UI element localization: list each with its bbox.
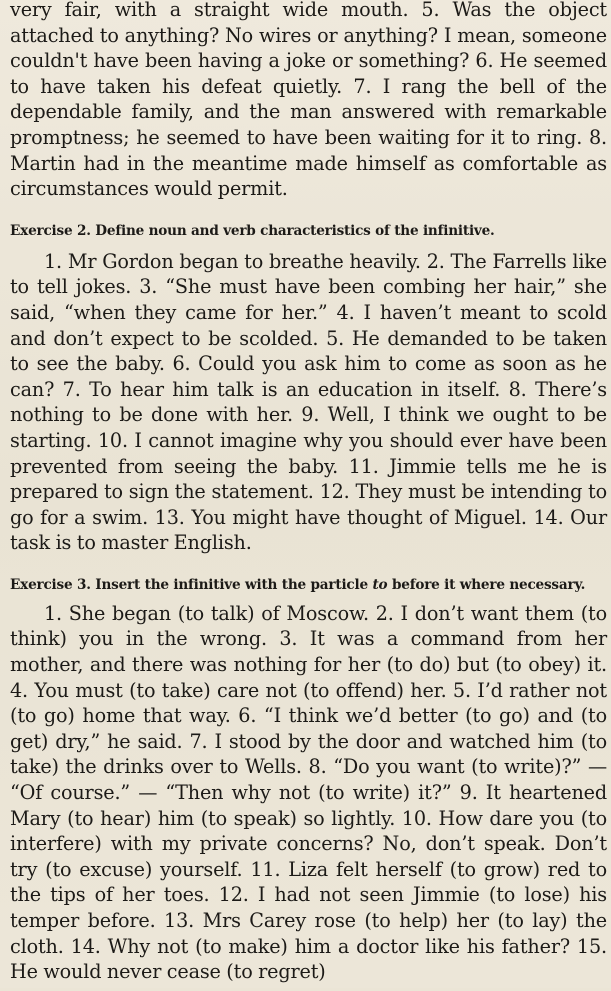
carryover-paragraph: very fair, with a straight wide mouth. 5. Was the object attached to anything? No wires or anything? I mean, someone couldn't have been having a joke or something? 6. He seemed to have taken his defeat quietly. 7. I rang the bell of the dependable family, and the man answered with remarkable promptness; he seemed to have been waiting for it to ring. 8. Martin had in the meantime made himself as comfortable as circumstances would permit. [10, 0, 607, 201]
exercise-2-heading [10, 221, 607, 241]
exercise-2-label: Exercise 2. [10, 222, 91, 239]
exercise-2-instruction: Define noun and verb characteristics of the infinitive. [95, 222, 495, 239]
exercise-3-instruction-particle: to [372, 576, 388, 593]
exercise-3-instruction-after: before it where necessary. [391, 576, 586, 593]
exercise-2-text: 1. Mr Gordon began to breathe heavily. 2. The Farrells like to tell jokes. 3. “She must have been combing her hair,” she said, “when they came for her.” 4. I haven’t meant to scold and don’t expect to be scolded. 5. He demanded to be taken to see the baby. 6. Could you ask him to come as soon as he can? 7. To hear him talk is an education in itself. 8. There’s nothing to be done with her. 9. Well, I think we ought to be starting. 10. I cannot imagine why you should ever have been prevented from seeing the baby. 11. Jimmie tells me he is prepared to sign the statement. 12. They must be intending to go for a swim. 13. You might have thought of Miguel. 14. Our task is to master English. [10, 249, 607, 555]
exercise-3-heading [10, 575, 607, 595]
exercise-3-instruction-before: Insert the infinitive with the particle [95, 576, 368, 593]
exercise-3-text: 1. She began (to talk) of Moscow. 2. I don’t want them (to think) you in the wrong. 3. It was a command from her mother, and there was nothing for her (to do) but (to obey) it. 4. You must (to take) care not (to offend) her. 5. I’d rather not (to go) home that way. 6. “I think we’d better (to go) and (to get) dry,” he said. 7. I stood by the door and watched him (to take) the drinks over to Wells. 8. “Do you want (to write)?” — “Of course.” — “Then why not (to write) it?” 9. It heartened Mary (to hear) him (to speak) so lightly. 10. How dare you (to interfere) with my private concerns? No, don’t speak. Don’t try (to excuse) yourself. 11. Liza felt herself (to grow) red to the tips of her toes. 12. I had not seen Jimmie (to lose) his temper before. 13. Mrs Carey rose (to help) her (to lay) the cloth. 14. Why not (to make) him a doctor like his father? 15. He would never cease (to regret) [10, 601, 607, 984]
exercise-3-label: Exercise 3. [10, 576, 91, 593]
